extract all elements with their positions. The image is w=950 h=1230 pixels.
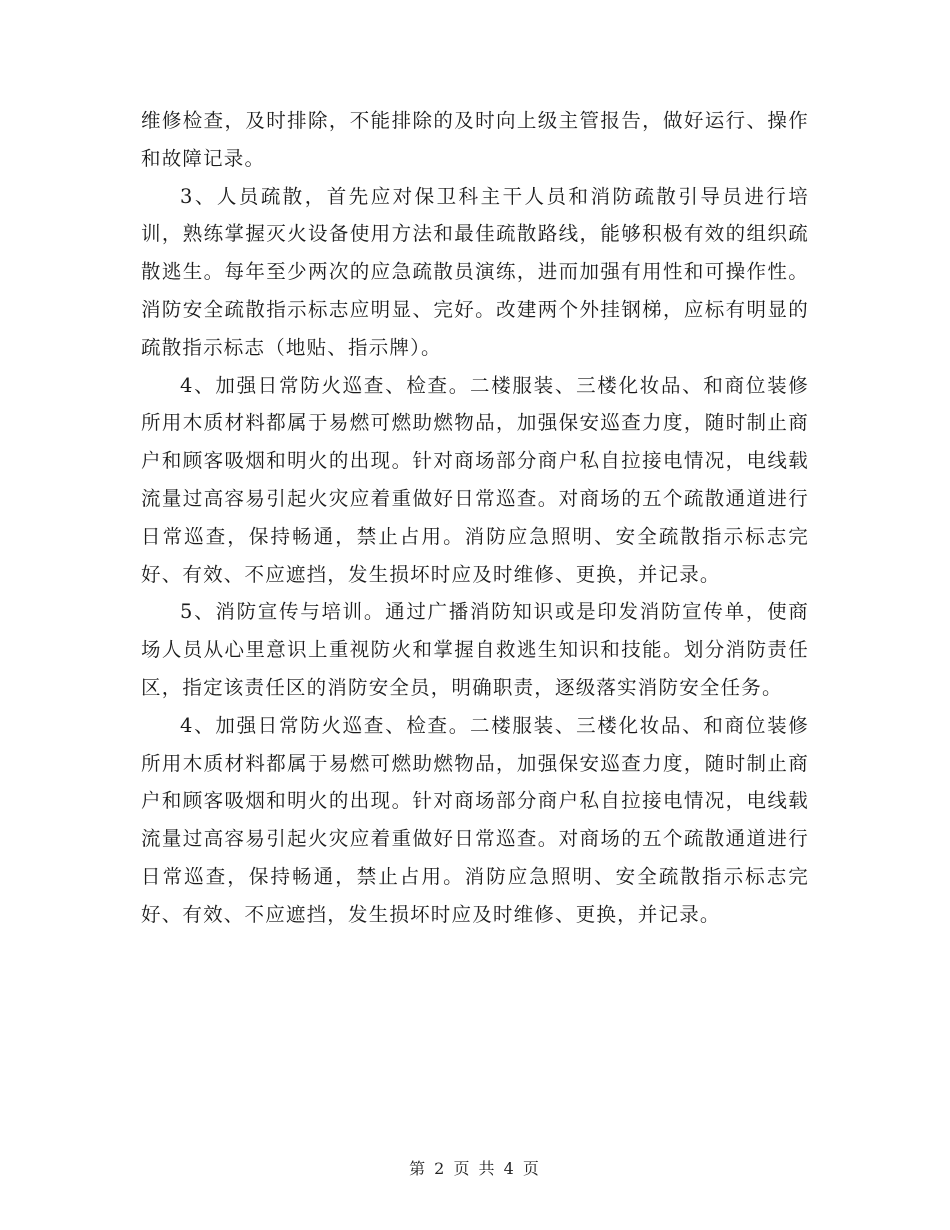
document-body (141, 102, 809, 934)
paragraph-continuation: 维修检查，及时排除，不能排除的及时向上级主管报告，做好运行、操作和故障记录。 (141, 109, 809, 170)
paragraph-daily-inspection: 4、加强日常防火巡查、检查。二楼服装、三楼化妆品、和商位装修所用木质材料都属于易燃可燃助燃物品，加强保安巡查力度，随时制止商户和顾客吸烟和明火的出现。针对商场部分商户私自拉接电情况，电线载流量过高容易引起火灾应着重做好日常巡查。对商场的五个疏散通道进行日常巡查，保持畅通，禁止占用。消防应急照明、安全疏散指示标志完好、有效、不应遮挡，发生损坏时应及时维修、更换，并记录。 (141, 373, 809, 586)
paragraph-daily-inspection-repeat: 4、加强日常防火巡查、检查。二楼服装、三楼化妆品、和商位装修所用木质材料都属于易燃可燃助燃物品，加强保安巡查力度，随时制止商户和顾客吸烟和明火的出现。针对商场部分商户私自拉接电情况，电线载流量过高容易引起火灾应着重做好日常巡查。对商场的五个疏散通道进行日常巡查，保持畅通，禁止占用。消防应急照明、安全疏散指示标志完好、有效、不应遮挡，发生损坏时应及时维修、更换，并记录。 (141, 713, 809, 926)
paragraph-evacuation: 3、人员疏散，首先应对保卫科主干人员和消防疏散引导员进行培训，熟练掌握灭火设备使用方法和最佳疏散路线，能够积极有效的组织疏散逃生。每年至少两次的应急疏散员演练，进而加强有用性和可操作性。消防安全疏散指示标志应明显、完好。改建两个外挂钢梯，应标有明显的疏散指示标志（地贴、指示牌）。 (141, 184, 809, 359)
paragraph-training: 5、消防宣传与培训。通过广播消防知识或是印发消防宣传单，使商场人员从心里意识上重视防火和掌握自救逃生知识和技能。划分消防责任区，指定该责任区的消防安全员，明确职责，逐级落实消防安全任务。 (141, 600, 809, 699)
page-number-footer: 第 2 页 共 4 页 (409, 1159, 541, 1178)
